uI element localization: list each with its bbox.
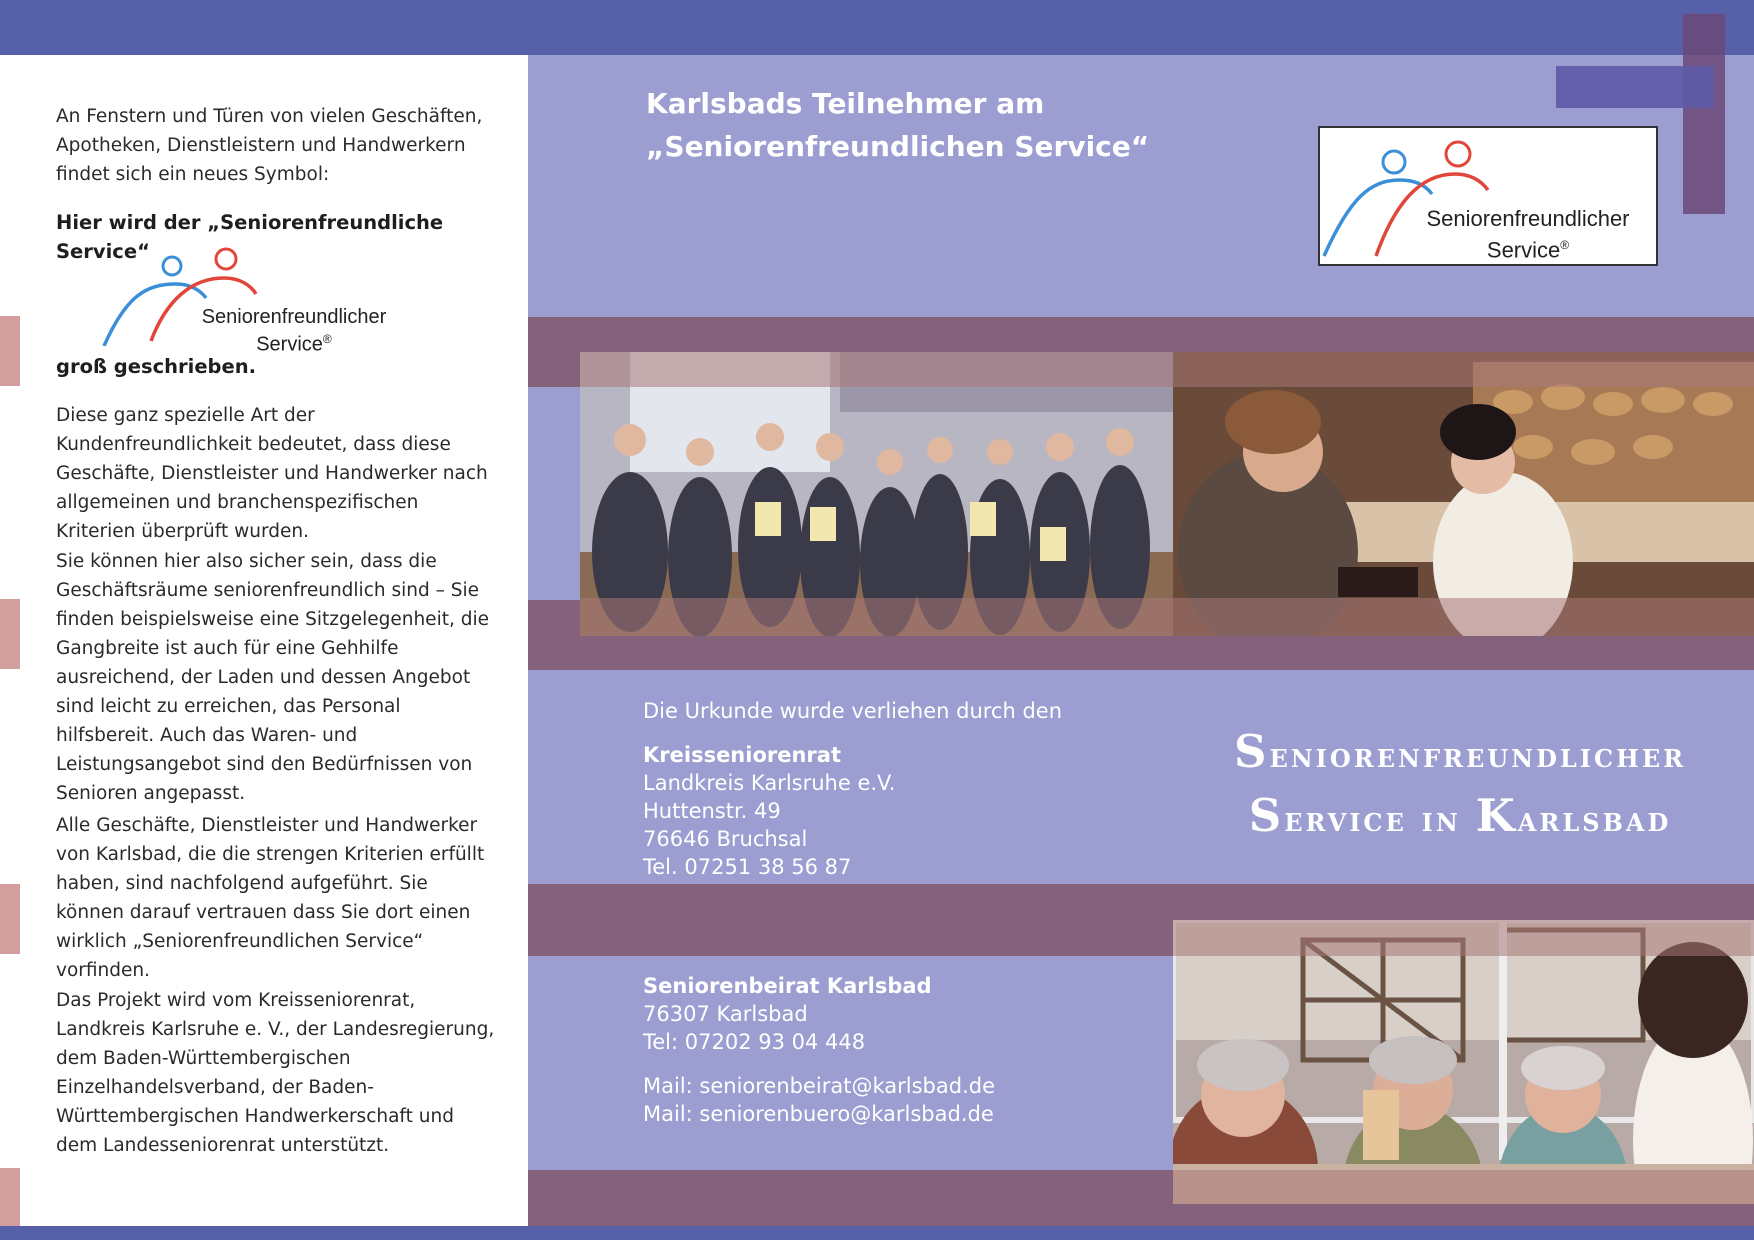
- awarded-by-text: Die Urkunde wurde verliehen durch den: [643, 699, 1063, 723]
- pink-edge-tab: [0, 316, 20, 386]
- bottom-color-band: [0, 1226, 1754, 1240]
- headline-line2: „Seniorenfreundlichen Service“: [646, 130, 1150, 163]
- title-line1: [1190, 722, 1730, 786]
- registered-mark: ®: [322, 332, 332, 346]
- org-city: 76646 Bruchsal: [643, 827, 808, 851]
- headline-line1: Karlsbads Teilnehmer am: [646, 87, 1045, 120]
- logo-text-line1: Seniorenfreundlicher: [1426, 206, 1630, 231]
- title-cap: S: [1248, 789, 1285, 842]
- org-address-block: [643, 741, 1123, 881]
- logo-text-line1: Seniorenfreundlicher: [201, 306, 387, 328]
- org-line1: Landkreis Karlsruhe e.V.: [643, 771, 896, 795]
- pink-edge-tab: [0, 599, 20, 669]
- email-link-2[interactable]: Mail: seniorenbuero@karlsbad.de: [643, 1102, 994, 1126]
- title-rest: ervice in: [1284, 800, 1476, 840]
- email-link-1[interactable]: Mail: seniorenbeirat@karlsbad.de: [643, 1074, 996, 1098]
- org-name: Kreisseniorenrat: [643, 743, 842, 767]
- bakery-counter-photo: [1173, 352, 1754, 636]
- logo-text-line2: Service: [1486, 237, 1561, 263]
- logo-text-line2: Service: [256, 333, 323, 356]
- paragraph-businesses: Alle Geschäfte, Dienstleister und Handwerker von Karlsbad, die die strengen Kriterien erfüllt haben, sind nachfolgend aufgeführt. Sie können darauf vertrauen dass Sie dort einen wirklich „Seniorenfreundlichen Service“ vorfinden.: [56, 815, 485, 981]
- decorative-bar-horizontal: [1556, 66, 1714, 108]
- beirat-phone: Tel: 07202 93 04 448: [643, 1030, 866, 1054]
- registered-mark: ®: [1560, 238, 1570, 252]
- paragraph-project: Das Projekt wird vom Kreisseniorenrat, Landkreis Karlsruhe e. V., der Landesregierung, dem Baden-Württembergischen Einzelhandelsverband, der Baden-Württembergischen Handwerkerschaft und dem Landesseniorenrat unterstützt.: [56, 990, 495, 1156]
- title-cap: K: [1475, 789, 1518, 842]
- service-logo-large: [1318, 126, 1658, 266]
- award-ceremony-photo: [580, 352, 1174, 636]
- paragraph-details: Sie können hier also sicher sein, dass die Geschäftsräume seniorenfreundlich sind – Sie finden beispielsweise eine Sitzgelegenheit, die Gangbreite ist auch für eine Gehhilfe ausreichend, der Laden und dessen Angebot sind leicht zu erreichen, das Personal hilfsbereit. Auch das Waren- und Leistungsangebot sind den Bedürfnissen von Senioren angepasst.: [56, 551, 489, 804]
- beirat-city: 76307 Karlsbad: [643, 1002, 808, 1026]
- pink-edge-tab: [0, 884, 20, 954]
- title-cap: S: [1233, 725, 1270, 778]
- brochure-title: [1190, 722, 1730, 850]
- paragraph-criteria: Diese ganz spezielle Art der Kundenfreundlichkeit bedeutet, dass diese Geschäfte, Dienstleister und Handwerker nach allgemeinen und branchenspezifischen Kriterien überprüft wurden.: [56, 405, 488, 542]
- seniors-at-counter-photo: [1173, 920, 1754, 1204]
- title-rest: eniorenfreundlicher: [1269, 736, 1687, 776]
- org-street: Huttenstr. 49: [643, 799, 781, 823]
- org-phone: Tel. 07251 38 56 87: [643, 855, 852, 879]
- beirat-name: Seniorenbeirat Karlsbad: [643, 974, 932, 998]
- intro-text: An Fenstern und Türen von vielen Geschäften, Apotheken, Dienstleistern und Handwerkern findet sich ein neues Symbol:: [56, 106, 483, 185]
- title-line2: [1190, 786, 1730, 850]
- decorative-bar-vertical: [1683, 14, 1725, 214]
- logo-caption: groß geschrieben.: [56, 355, 257, 378]
- title-rest: arlsbad: [1517, 800, 1672, 840]
- beirat-contact-block: [643, 972, 1123, 1128]
- service-logo-small: [96, 246, 406, 356]
- top-color-band: [0, 0, 1754, 55]
- bold-statement: Hier wird der „Seniorenfreundliche Service“: [56, 211, 444, 263]
- participants-headline: [646, 82, 1206, 168]
- pink-edge-tab: [0, 1168, 20, 1226]
